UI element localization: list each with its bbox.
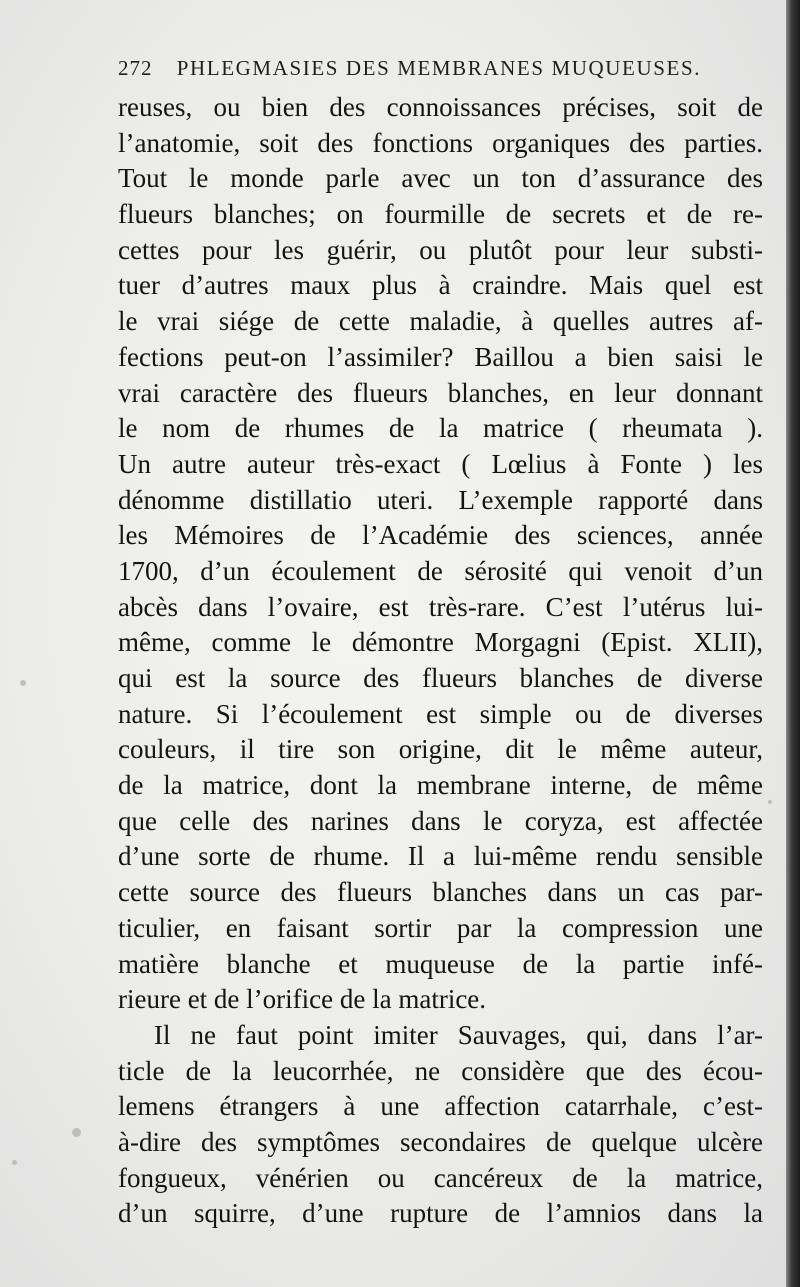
text-line: couleurs, il tire son origine, dit le même auteur,	[118, 734, 763, 765]
text-line: le nom de rhumes de la matrice ( rheumata ).	[118, 413, 763, 444]
page-header	[118, 56, 702, 90]
body-text	[118, 90, 763, 1232]
text-line: que celle des narines dans le coryza, est affectée	[118, 805, 763, 836]
text-line: fections peut-on l’assimiler? Baillou a bien saisi le	[118, 341, 763, 372]
text-line: flueurs blanches; on fourmille de secrets et de re-	[118, 199, 763, 230]
page-number: 272	[118, 56, 153, 80]
text-line: le vrai siége de cette maladie, à quelles autres af-	[118, 306, 763, 337]
text-line: dénomme distillatio uteri. L’exemple rapporté dans	[118, 484, 763, 515]
text-line: cettes pour les guérir, ou plutôt pour leur substi-	[118, 234, 763, 265]
text-line: ticle de la leucorrhée, ne considère que des écou-	[118, 1055, 763, 1086]
text-line: nature. Si l’écoulement est simple ou de diverses	[118, 698, 763, 729]
text-line: fongueux, vénérien ou cancéreux de la matrice,	[118, 1162, 763, 1193]
text-line: lemens étrangers à une affection catarrhale, c’est-	[118, 1091, 763, 1122]
text-line: tuer d’autres maux plus à craindre. Mais quel est	[118, 270, 763, 301]
text-line: cette source des flueurs blanches dans un cas par-	[118, 877, 763, 908]
text-line: 1700, d’un écoulement de sérosité qui venoit d’un	[118, 555, 763, 586]
text-line: d’un squirre, d’une rupture de l’amnios dans la	[118, 1198, 763, 1229]
paragraph-first-line: Il ne faut point imiter Sauvages, qui, dans l’ar-	[154, 1019, 763, 1050]
text-line: rieure et de l’orifice de la matrice.	[118, 984, 487, 1015]
paper-speck	[12, 1160, 17, 1165]
paper-speck	[768, 800, 772, 804]
text-line: les Mémoires de l’Académie des sciences, année	[118, 520, 763, 551]
text-line: reuses, ou bien des connoissances précises, soit de	[118, 92, 763, 122]
text-line: abcès dans l’ovaire, est très-rare. C’est l’utérus lui-	[118, 591, 763, 622]
text-line: de la matrice, dont la membrane interne, de même	[118, 770, 763, 801]
running-head: PHLEGMASIES DES MEMBRANES MUQUEUSES.	[176, 56, 702, 80]
text-line: Tout le monde parle avec un ton d’assurance des	[118, 163, 763, 194]
text-line: d’une sorte de rhume. Il a lui-même rendu sensible	[118, 841, 763, 872]
text-line: matière blanche et muqueuse de la partie infé-	[118, 948, 763, 979]
text-line: même, comme le démontre Morgagni (Epist. XLII),	[118, 627, 763, 658]
paper-speck	[72, 1128, 81, 1137]
text-line: qui est la source des flueurs blanches de diverse	[118, 663, 763, 693]
text-line: Un autre auteur très-exact ( Lœlius à Fonte ) les	[118, 448, 763, 479]
text-line: l’anatomie, soit des fonctions organiques des parties.	[118, 127, 763, 158]
page-edge-shadow	[786, 0, 800, 1287]
text-line: à-dire des symptômes secondaires de quelque ulcère	[118, 1126, 763, 1157]
text-line: ticulier, en faisant sortir par la compression une	[118, 912, 763, 943]
paper-speck	[20, 680, 26, 686]
text-line: vrai caractère des flueurs blanches, en leur donnant	[118, 377, 763, 408]
